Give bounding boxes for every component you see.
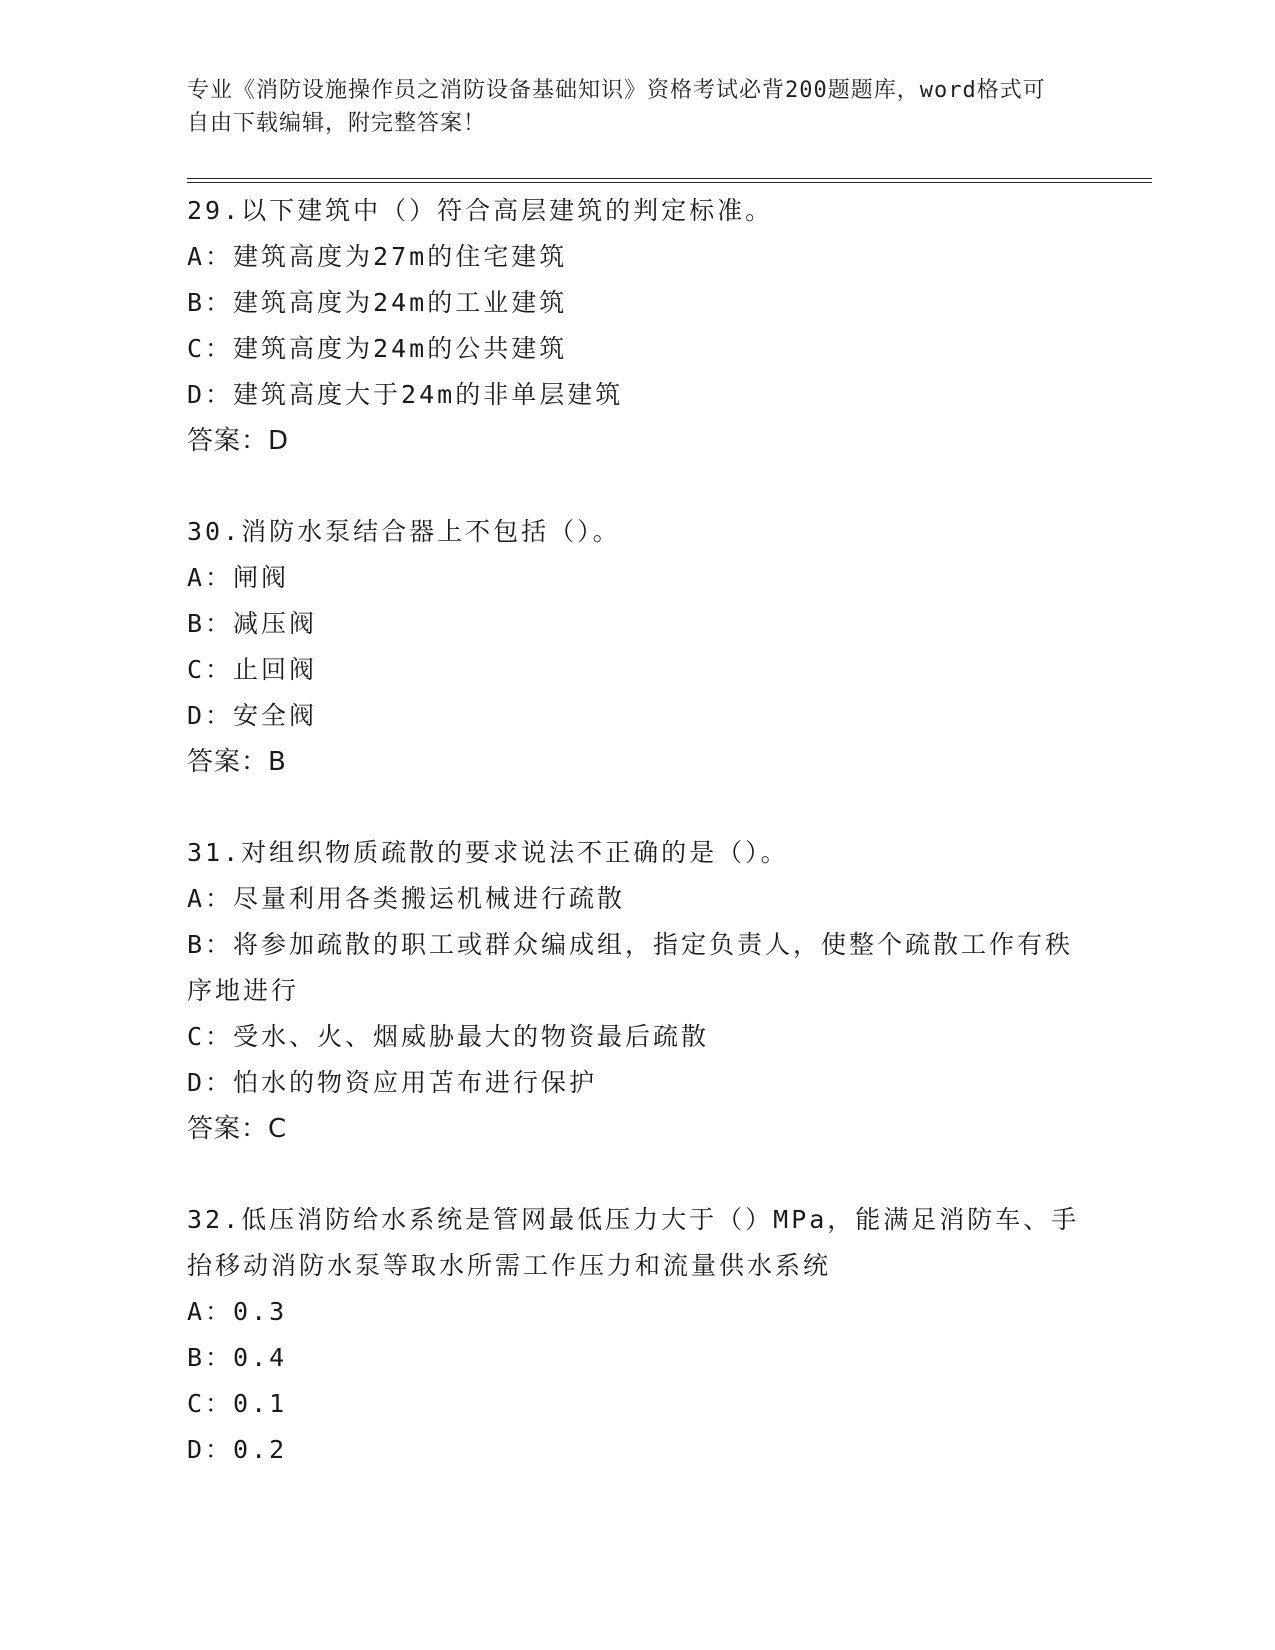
question-stem: 29.以下建筑中（）符合高层建筑的判定标准。	[187, 196, 774, 225]
option-a: A：建筑高度为27m的住宅建筑	[187, 242, 568, 271]
option-b: B：将参加疏散的职工或群众编成组，指定负责人，使整个疏散工作有秩序地进行	[187, 930, 1074, 1005]
option-a: A：0.3	[187, 1297, 288, 1326]
option-a: A：闸阀	[187, 563, 290, 592]
option-d: D：安全阀	[187, 701, 318, 730]
question-32	[187, 1197, 1087, 1473]
header-divider	[187, 178, 1152, 179]
option-c: C：建筑高度为24m的公共建筑	[187, 334, 568, 363]
answer-line: 答案：C	[187, 1114, 288, 1144]
question-stem: 31.对组织物质疏散的要求说法不正确的是（）。	[187, 838, 789, 867]
answer-line: 答案：D	[187, 426, 290, 456]
option-b: B：0.4	[187, 1343, 288, 1372]
option-d: D：0.2	[187, 1435, 288, 1464]
header-divider-secondary	[187, 182, 1152, 183]
question-list	[187, 188, 1087, 1518]
option-c: C：受水、火、烟威胁最大的物资最后疏散	[187, 1022, 710, 1051]
document-title: 专业《消防设施操作员之消防设备基础知识》资格考试必背200题题库，word格式可自由下载编辑，附完整答案！	[187, 78, 1046, 136]
option-b: B：建筑高度为24m的工业建筑	[187, 288, 568, 317]
option-d: D：建筑高度大于24m的非单层建筑	[187, 380, 624, 409]
question-31	[187, 830, 1087, 1152]
option-c: C：止回阀	[187, 655, 318, 684]
question-stem: 32.低压消防给水系统是管网最低压力大于（）MPa，能满足消防车、手抬移动消防水泵等取水所需工作压力和流量供水系统	[187, 1205, 1080, 1280]
question-30	[187, 509, 1087, 785]
answer-line: 答案：B	[187, 747, 287, 777]
document-header	[187, 74, 1067, 140]
option-c: C：0.1	[187, 1389, 288, 1418]
question-stem: 30.消防水泵结合器上不包括（）。	[187, 517, 621, 546]
option-b: B：减压阀	[187, 609, 318, 638]
option-d: D：怕水的物资应用苫布进行保护	[187, 1068, 598, 1097]
option-a: A：尽量利用各类搬运机械进行疏散	[187, 884, 626, 913]
question-29	[187, 188, 1087, 464]
